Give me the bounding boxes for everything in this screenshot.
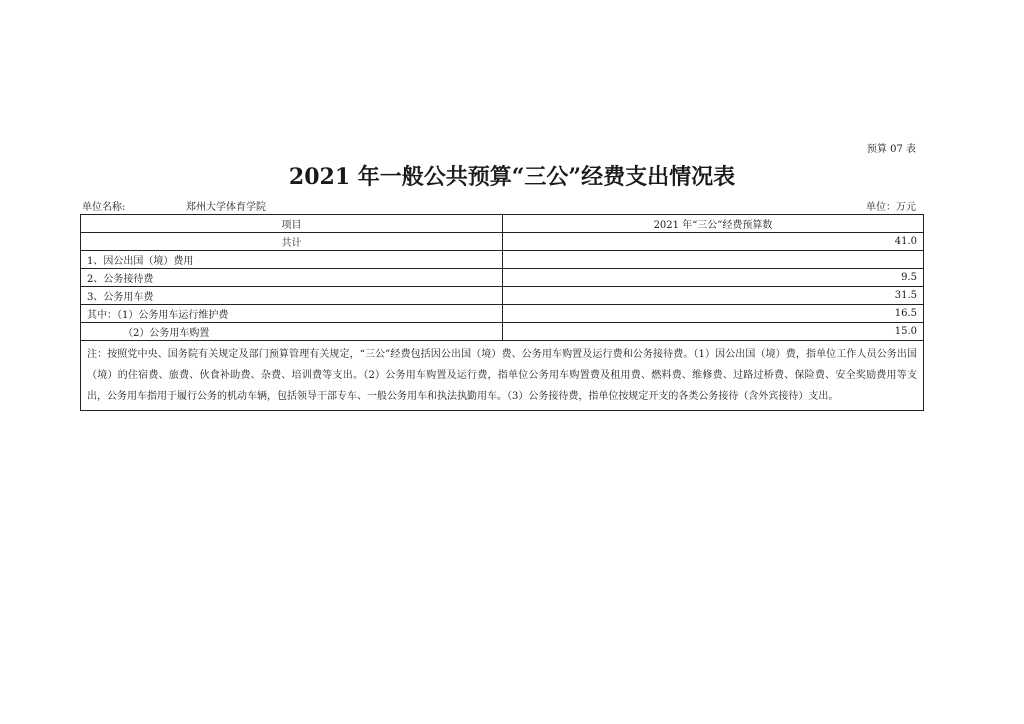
unit-name-label: 单位名称: xyxy=(82,202,126,213)
row-value: 15.0 xyxy=(503,323,924,341)
unit-name-value: 郑州大学体育学院 xyxy=(186,202,266,213)
header-amount: 2021 年“三公”经费预算数 xyxy=(503,215,924,233)
row-label: 1、因公出国（境）费用 xyxy=(81,251,503,269)
row-value: 41.0 xyxy=(503,233,924,251)
row-label: 2、公务接待费 xyxy=(81,269,503,287)
row-label: 其中：（1）公务用车运行维护费 xyxy=(81,305,503,323)
table-row xyxy=(81,269,924,287)
row-value: 16.5 xyxy=(503,305,924,323)
note-text: 注：按照党中央、国务院有关规定及部门预算管理有关规定，“三公”经费包括因公出国（境）费、公务用车购置及运行费和公务接待费。（1）因公出国（境）费，指单位工作人员公务出国（境）的住宿费、旅费、伙食补助费、杂费、培训费等支出。（2）公务用车购置及运行费，指单位公务用车购置费及租用费、燃料费、维修费、过路过桥费、保险费、安全奖励费用等支出，公务用车指用于履行公务的机动车辆，包括领导干部专车、一般公务用车和执法执勤用车。（3）公务接待费，指单位按规定开支的各类公务接待（含外宾接待）支出。 xyxy=(81,341,924,411)
table-number: 预算 07 表 xyxy=(866,144,916,155)
table-row xyxy=(81,323,924,341)
row-label: （2）公务用车购置 xyxy=(81,323,503,341)
table-row-total xyxy=(81,233,924,251)
table-row xyxy=(81,305,924,323)
budget-table xyxy=(80,214,924,411)
table-row xyxy=(81,251,924,269)
page-title: 2021 年一般公共预算“三公”经费支出情况表 xyxy=(288,164,736,190)
row-label: 共计 xyxy=(81,233,503,251)
row-value: 9.5 xyxy=(503,269,924,287)
currency-unit-label: 单位：万元 xyxy=(866,202,916,213)
table-row xyxy=(81,287,924,305)
unit-info-row xyxy=(82,198,916,212)
row-value: 31.5 xyxy=(503,287,924,305)
table-header-row xyxy=(81,215,924,233)
row-label: 3、公务用车费 xyxy=(81,287,503,305)
header-item: 项目 xyxy=(81,215,503,233)
note-row xyxy=(81,341,924,411)
row-value xyxy=(503,251,924,269)
